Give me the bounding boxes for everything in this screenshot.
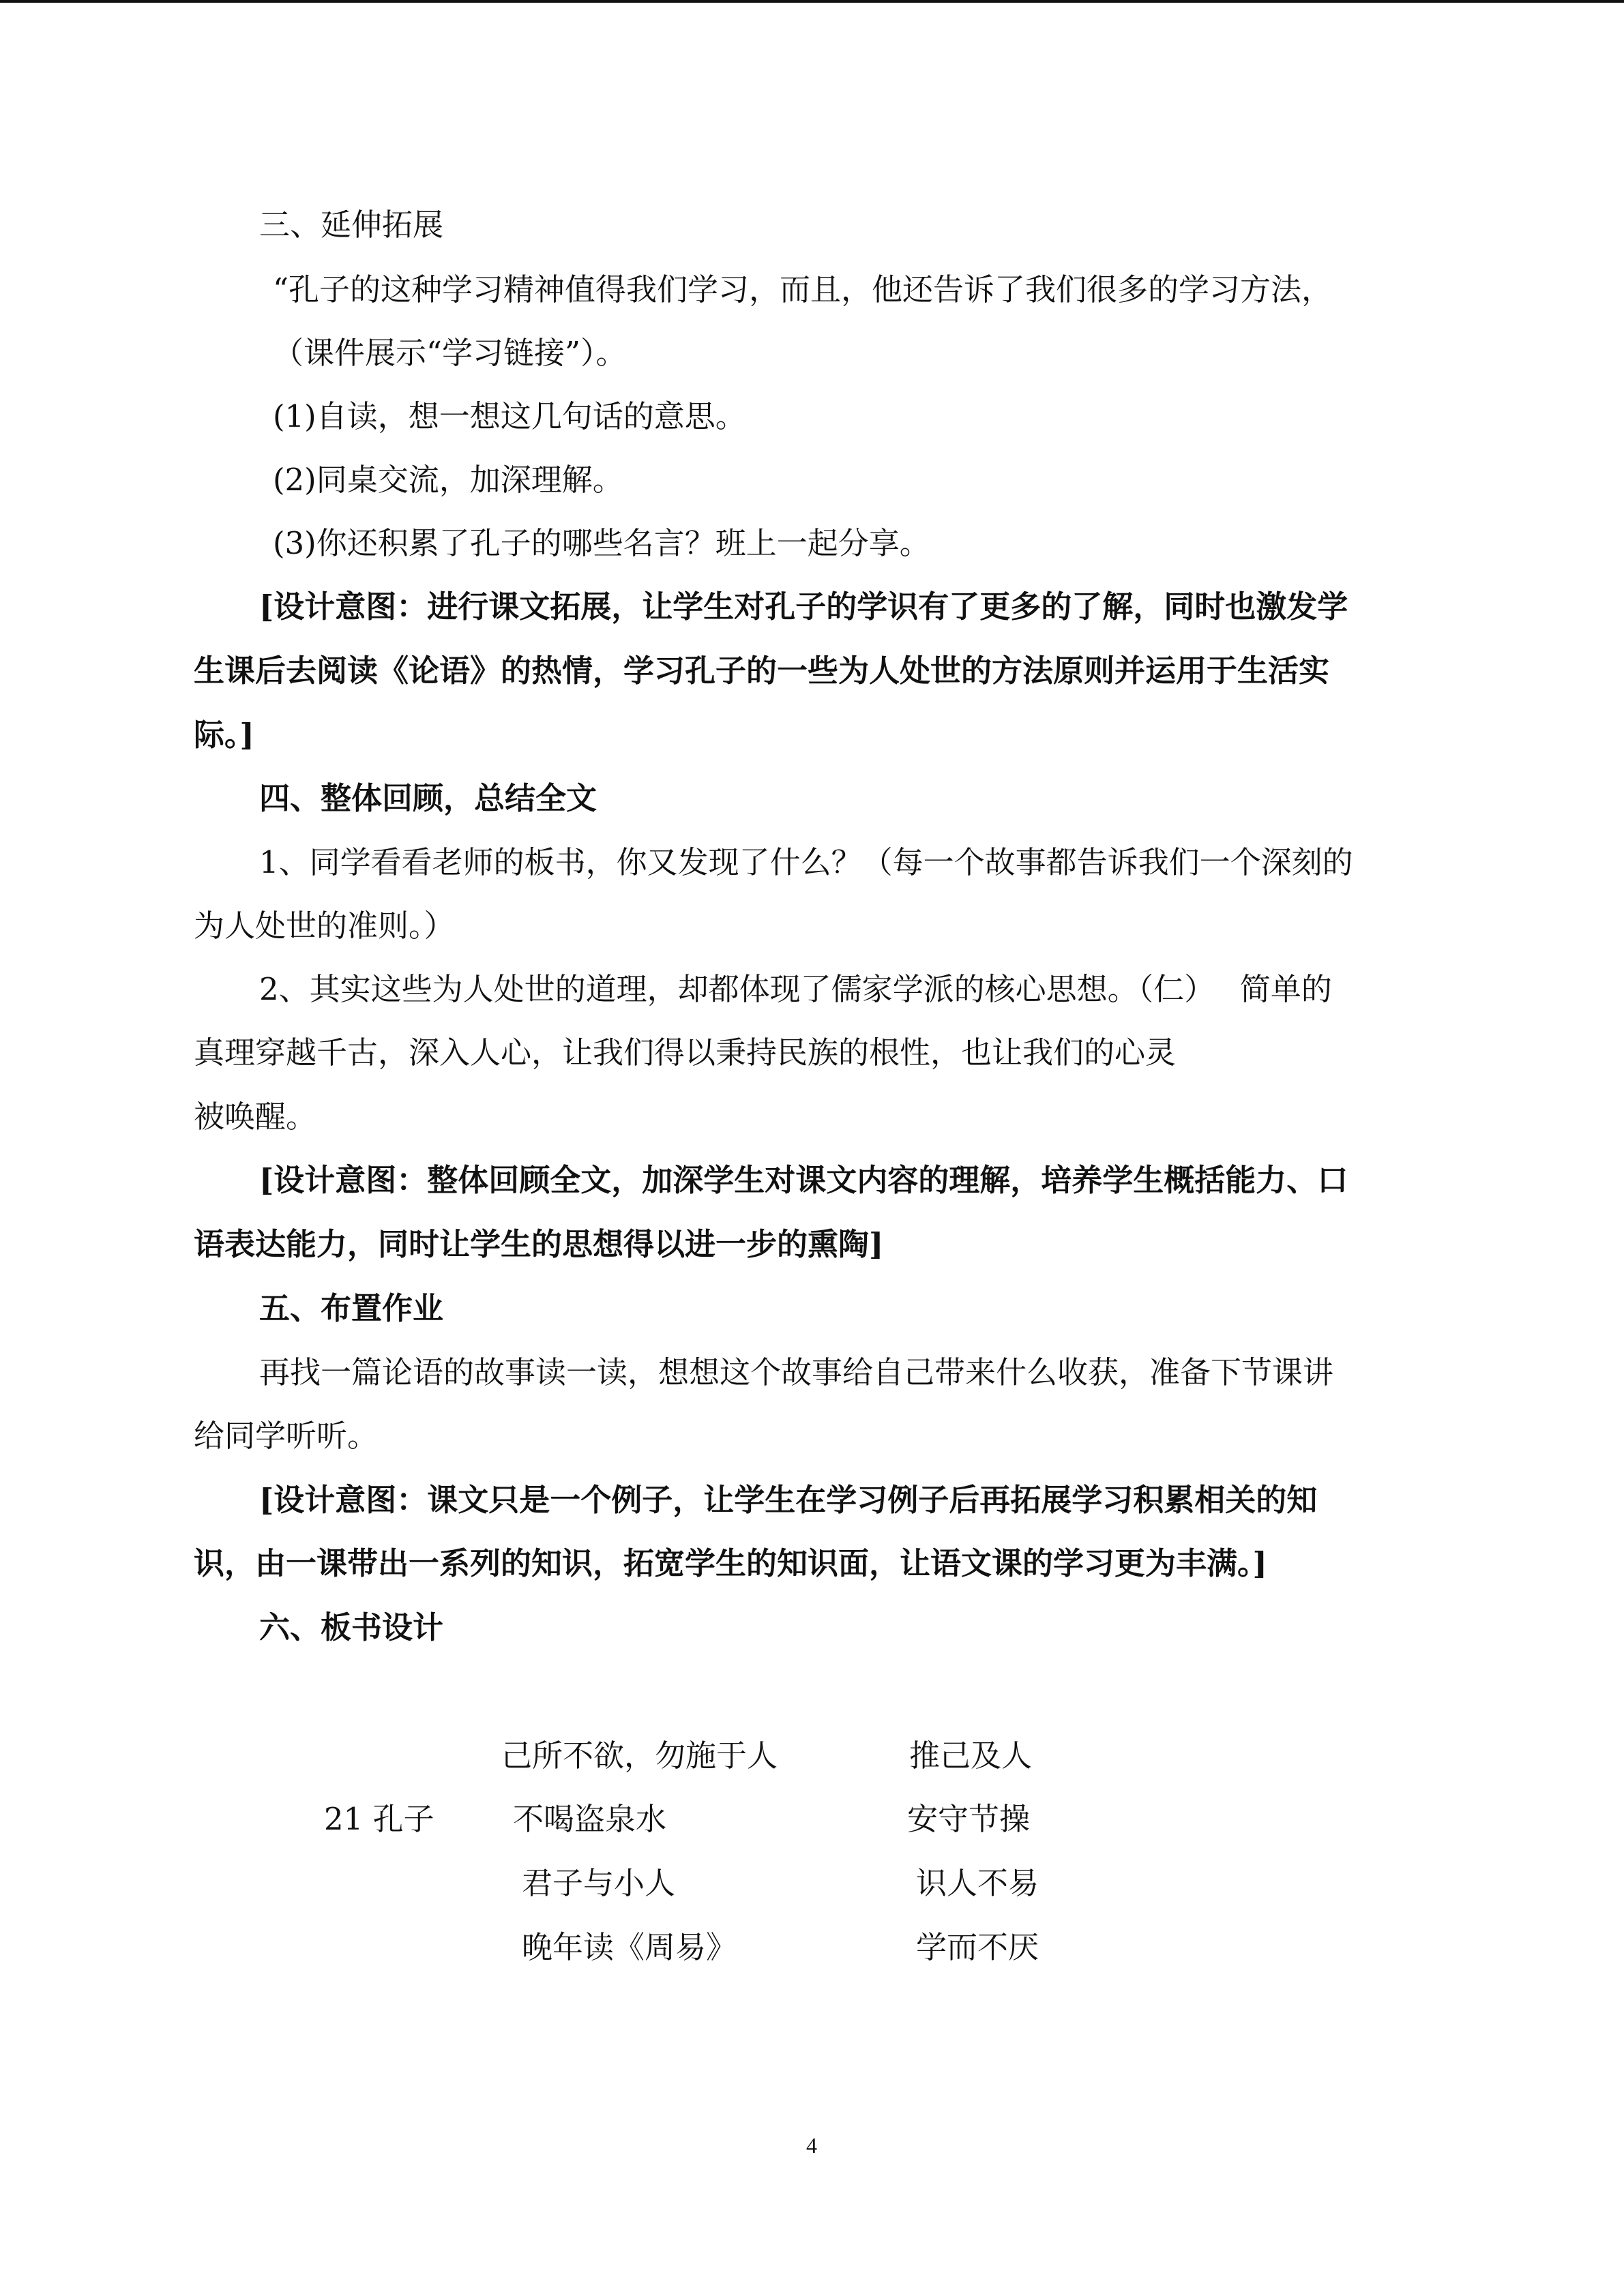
- board-story: 君子与小人: [522, 1865, 676, 1901]
- design-intent-line: 语表达能力，同时让学生的思想得以进一步的熏陶]: [194, 1226, 884, 1262]
- design-intent-line: [设计意图：进行课文拓展，让学生对孔子的学识有了更多的了解，同时也激发学: [259, 588, 1348, 625]
- page-top-rule: [0, 0, 1624, 3]
- section-heading-extension: 三、延伸拓展: [259, 207, 444, 243]
- paragraph-line: （课件展示“学习链接”）。: [273, 335, 627, 371]
- board-story: 不喝盗泉水: [513, 1801, 667, 1837]
- paragraph-line: 再找一篇论语的故事读一读，想想这个故事给自己带来什么收获，准备下节课讲: [259, 1354, 1334, 1390]
- paragraph-line: 真理穿越千古，深入人心，让我们得以秉持民族的根性，也让我们的心灵: [194, 1034, 1177, 1071]
- design-intent-line: 生课后去阅读《论语》的热情，学习孔子的一些为人处世的方法原则并运用于生活实: [194, 653, 1330, 689]
- board-lesson: 学而不厌: [916, 1929, 1039, 1965]
- design-intent-line: [设计意图：课文只是一个例子，让学生在学习例子后再拓展学习积累相关的知: [259, 1482, 1318, 1518]
- section-heading-homework: 五、布置作业: [259, 1290, 444, 1326]
- board-lesson: 识人不易: [916, 1865, 1039, 1901]
- paragraph-line: 被唤醒。: [194, 1099, 317, 1135]
- design-intent-line: 识，由一课带出一系列的知识，拓宽学生的知识面，让语文课的学习更为丰满。]: [194, 1545, 1267, 1581]
- board-title: 21 孔子: [324, 1801, 434, 1837]
- section-heading-review: 四、整体回顾，总结全文: [259, 780, 597, 816]
- paragraph-line: 2、其实这些为人处世的道理，却都体现了儒家学派的核心思想。（仁） 简单的: [259, 971, 1332, 1007]
- board-story: 晚年读《周易》: [522, 1929, 737, 1965]
- list-item: (3)你还积累了孔子的哪些名言？班上一起分享。: [273, 525, 930, 561]
- section-heading-board-design: 六、板书设计: [259, 1609, 444, 1645]
- design-intent-line: [设计意图：整体回顾全文，加深学生对课文内容的理解，培养学生概括能力、口: [259, 1162, 1348, 1198]
- board-story: 己所不欲，勿施于人: [501, 1738, 778, 1774]
- design-intent-line: 际。]: [194, 717, 254, 753]
- board-lesson: 安守节操: [907, 1801, 1031, 1837]
- paragraph-line: “孔子的这种学习精神值得我们学习，而且，他还告诉了我们很多的学习方法，: [273, 271, 1333, 308]
- paragraph-line: 为人处世的准则。）: [194, 908, 455, 944]
- paragraph-line: 1、同学看看老师的板书，你又发现了什么？（每一个故事都告诉我们一个深刻的: [259, 844, 1353, 880]
- list-item: (2)同桌交流，加深理解。: [273, 462, 623, 498]
- list-item: (1)自读，想一想这几句话的意思。: [273, 398, 746, 434]
- board-lesson: 推己及人: [909, 1738, 1033, 1774]
- paragraph-line: 给同学听听。: [194, 1418, 379, 1454]
- page-number: 4: [806, 2133, 817, 2158]
